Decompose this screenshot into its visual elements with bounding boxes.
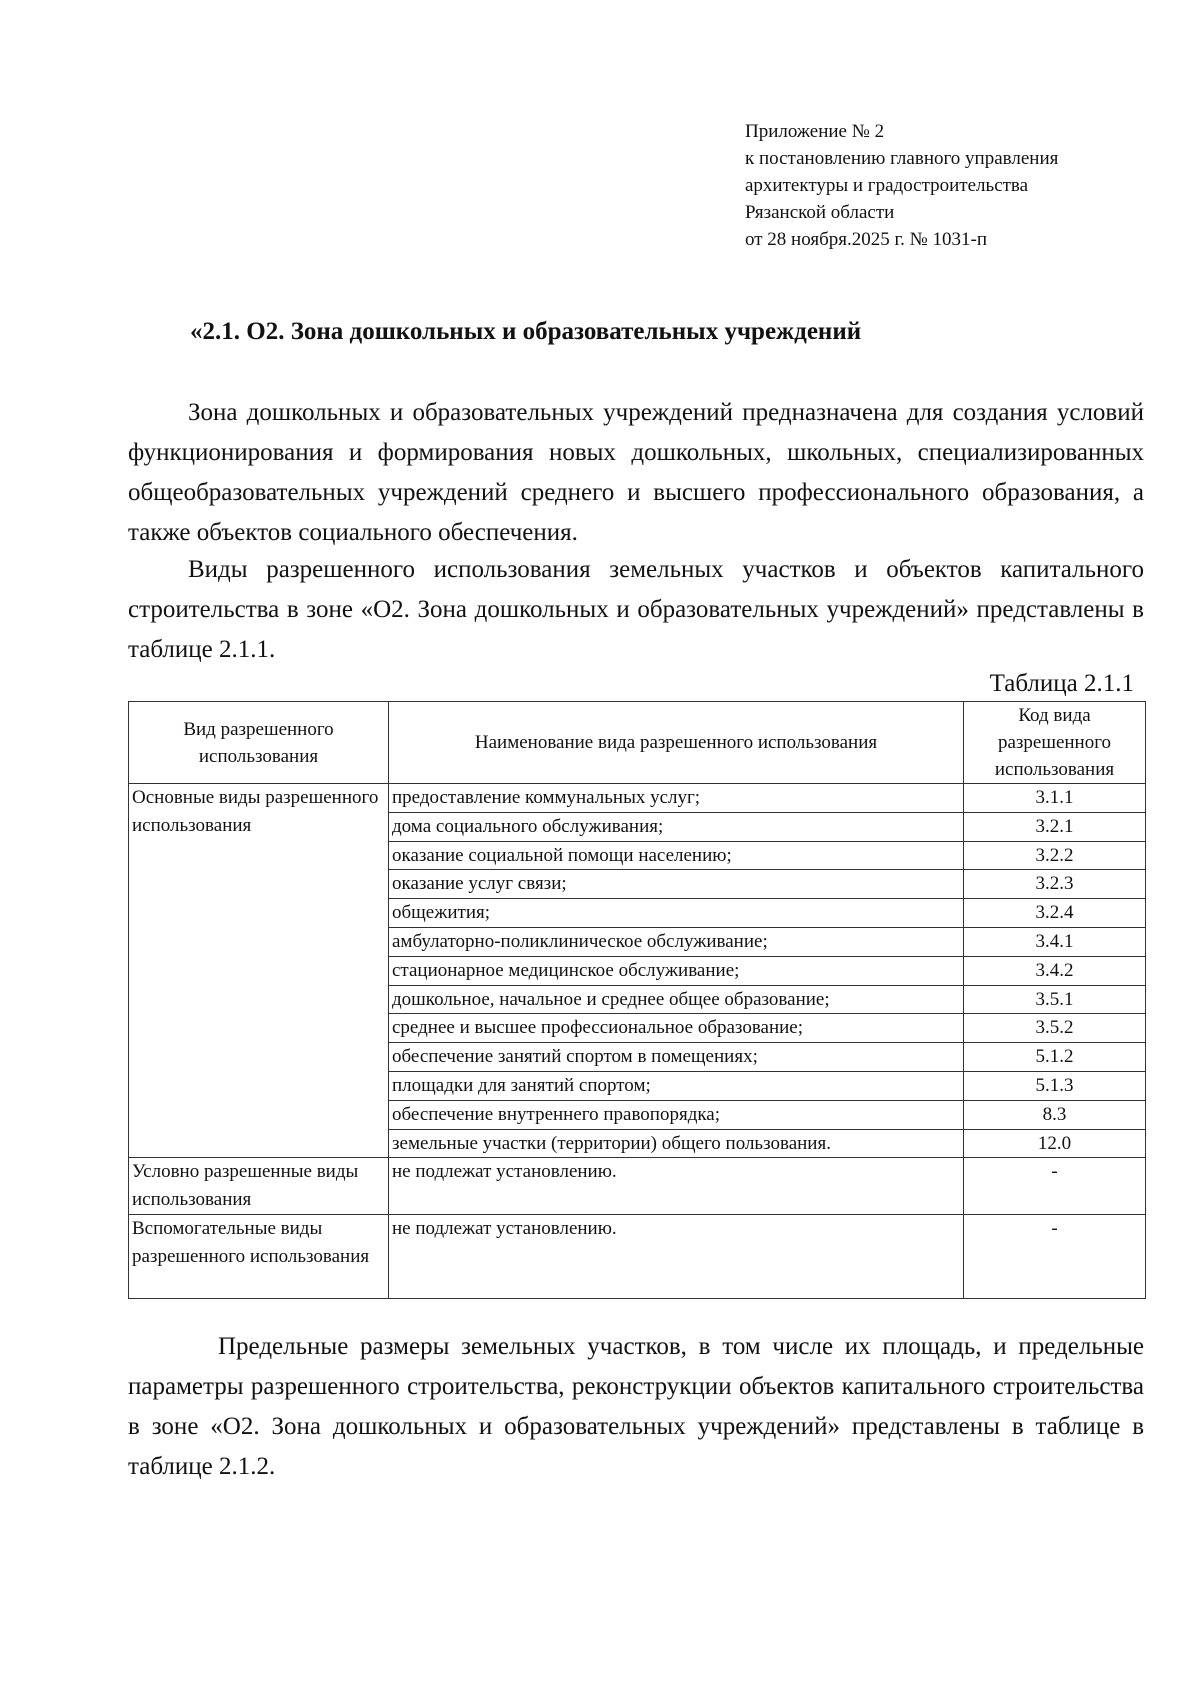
header-usage-code: Код вида разрешенного использования bbox=[964, 702, 1146, 784]
usage-name: стационарное медицинское обслуживание; bbox=[389, 956, 964, 985]
category-main: Основные виды разрешенного использования bbox=[129, 784, 389, 1158]
usage-name: оказание услуг связи; bbox=[389, 870, 964, 899]
usage-name: земельные участки (территории) общего пользования. bbox=[389, 1129, 964, 1158]
appendix-line: к постановлению главного управления bbox=[745, 148, 1059, 169]
usage-name: амбулаторно-поликлиническое обслуживание; bbox=[389, 927, 964, 956]
usage-code: 12.0 bbox=[964, 1129, 1146, 1158]
paragraph-usage-types: Виды разрешенного использования земельных участков и объектов капитального строительства в зоне «О2. Зона дошкольных и образовательных учреждений» представлены в таблице 2.1.1. bbox=[128, 556, 1144, 663]
appendix-line: архитектуры и градостроительства bbox=[745, 175, 1029, 196]
paragraph-zone-purpose: Зона дошкольных и образовательных учреждений предназначена для создания условий функционирования и формирования новых дошкольных, школьных, специализированных общеобразовательных учреждений среднего и высшего профессионального образования, а также объектов социального обеспечения. bbox=[128, 399, 1144, 546]
usage-code: 3.2.3 bbox=[964, 870, 1146, 899]
usage-name: среднее и высшее профессиональное образование; bbox=[389, 1014, 964, 1043]
table-header-row bbox=[129, 702, 1146, 784]
table-row-auxiliary bbox=[129, 1214, 1146, 1298]
usage-name: не подлежат установлению. bbox=[389, 1214, 964, 1298]
usage-code: 3.4.1 bbox=[964, 927, 1146, 956]
appendix-line: Приложение № 2 bbox=[745, 121, 885, 142]
usage-name: дома социального обслуживания; bbox=[389, 812, 964, 841]
appendix-line: Рязанской области bbox=[745, 202, 895, 223]
header-usage-type: Вид разрешенного использования bbox=[129, 702, 389, 784]
usage-name: обеспечение занятий спортом в помещениях; bbox=[389, 1043, 964, 1072]
usage-code: 3.5.1 bbox=[964, 985, 1146, 1014]
table-caption: Таблица 2.1.1 bbox=[989, 670, 1134, 697]
section-heading: «2.1. О2. Зона дошкольных и образовательных учреждений bbox=[190, 318, 862, 345]
usage-code: 3.2.1 bbox=[964, 812, 1146, 841]
usage-code: 3.1.1 bbox=[964, 784, 1146, 813]
usage-code: - bbox=[964, 1158, 1146, 1215]
usage-code: 3.5.2 bbox=[964, 1014, 1146, 1043]
usage-code: 3.2.2 bbox=[964, 841, 1146, 870]
usage-name: дошкольное, начальное и среднее общее образование; bbox=[389, 985, 964, 1014]
appendix-line: от 28 ноября.2025 г. № 1031-п bbox=[745, 229, 988, 250]
paragraph-size-limits: Предельные размеры земельных участков, в том числе их площадь, и предельные параметры разрешенного строительства, реконструкции объектов капитального строительства в зоне «О2. Зона дошкольных и образовательных учреждений» представлены в таблице в таблице 2.1.2. bbox=[128, 1333, 1144, 1480]
usage-code: 5.1.2 bbox=[964, 1043, 1146, 1072]
usage-code: 5.1.3 bbox=[964, 1071, 1146, 1100]
table-body bbox=[129, 784, 1146, 1299]
category-auxiliary: Вспомогательные виды разрешенного использования bbox=[129, 1214, 389, 1298]
usage-code: - bbox=[964, 1214, 1146, 1298]
usage-types-table bbox=[128, 701, 1146, 1299]
usage-name: площадки для занятий спортом; bbox=[389, 1071, 964, 1100]
usage-name: оказание социальной помощи населению; bbox=[389, 841, 964, 870]
usage-code: 8.3 bbox=[964, 1100, 1146, 1129]
usage-name: обеспечение внутреннего правопорядка; bbox=[389, 1100, 964, 1129]
usage-code: 3.4.2 bbox=[964, 956, 1146, 985]
usage-name: не подлежат установлению. bbox=[389, 1158, 964, 1215]
table-row bbox=[129, 784, 1146, 813]
usage-name: общежития; bbox=[389, 899, 964, 928]
category-conditional: Условно разрешенные виды использования bbox=[129, 1158, 389, 1215]
usage-name: предоставление коммунальных услуг; bbox=[389, 784, 964, 813]
appendix-block bbox=[745, 118, 1058, 253]
header-usage-name: Наименование вида разрешенного использования bbox=[389, 702, 964, 784]
usage-code: 3.2.4 bbox=[964, 899, 1146, 928]
table-row-conditional bbox=[129, 1158, 1146, 1215]
